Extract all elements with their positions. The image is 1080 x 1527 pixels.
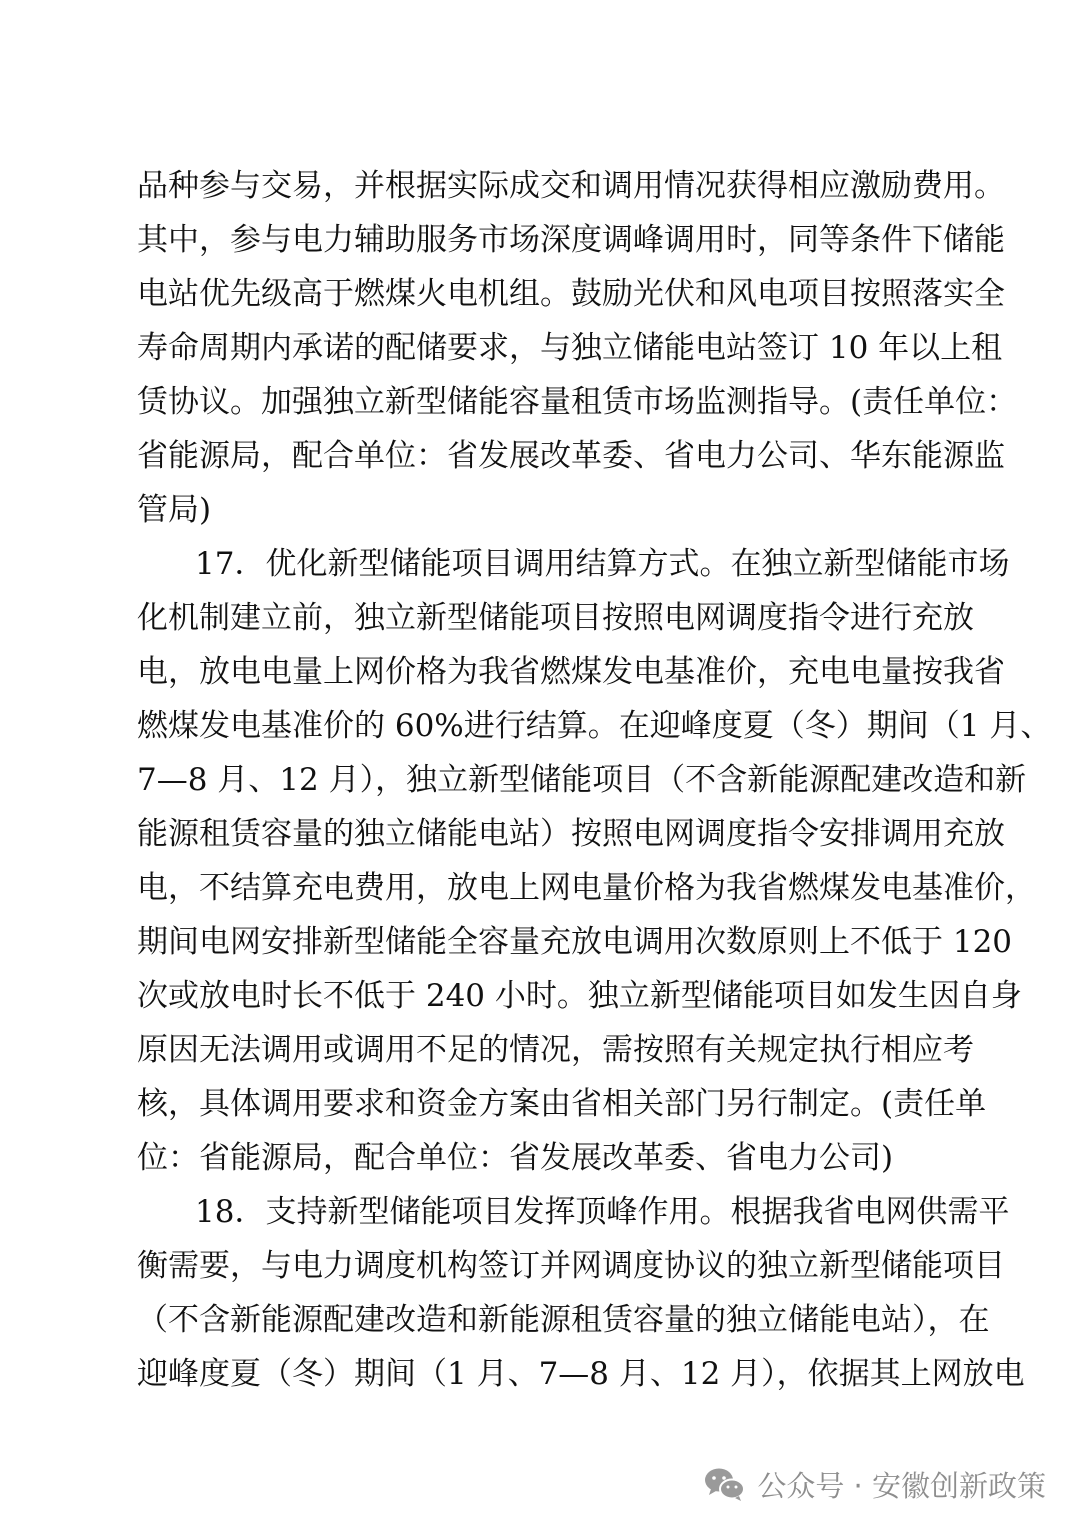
watermark-text: 公众号 · 安徽创新政策 (757, 1468, 1046, 1503)
paragraph-1-line-7: 管局) (137, 492, 212, 528)
paragraph-2-line-5: 7—8 月、12 月），独立新型储能项目（不含新能源配建改造和新 (137, 762, 1027, 798)
paragraph-2-line-2: 化机制建立前，独立新型储能项目按照电网调度指令进行充放 (137, 600, 974, 636)
paragraph-3-line-3: （不含新能源配建改造和新能源租赁容量的独立储能电站），在 (137, 1302, 990, 1338)
paragraph-2-line-1: 17．优化新型储能项目调用结算方式。在独立新型储能市场 (195, 546, 1010, 582)
wechat-icon (703, 1464, 747, 1504)
paragraph-2-line-11: 核，具体调用要求和资金方案由省相关部门另行制定。(责任单 (137, 1086, 987, 1122)
paragraph-1-line-2: 其中，参与电力辅助服务市场深度调峰调用时，同等条件下储能 (137, 222, 1005, 258)
paragraph-1-line-3: 电站优先级高于燃煤火电机组。鼓励光伏和风电项目按照落实全 (137, 276, 1005, 312)
paragraph-1-line-5: 赁协议。加强独立新型储能容量租赁市场监测指导。(责任单位： (137, 384, 1018, 420)
paragraph-2-line-12: 位：省能源局，配合单位：省发展改革委、省电力公司) (137, 1140, 894, 1176)
paragraph-1-line-6: 省能源局，配合单位：省发展改革委、省电力公司、华东能源监 (137, 438, 1005, 474)
paragraph-2-line-10: 原因无法调用或调用不足的情况，需按照有关规定执行相应考 (137, 1032, 974, 1068)
paragraph-3-line-2: 衡需要，与电力调度机构签订并网调度协议的独立新型储能项目 (137, 1248, 1005, 1284)
paragraph-2-line-9: 次或放电时长不低于 240 小时。独立新型储能项目如发生因自身 (137, 978, 1022, 1014)
paragraph-2-line-6: 能源租赁容量的独立储能电站）按照电网调度指令安排调用充放 (137, 816, 1005, 852)
watermark (703, 1458, 1046, 1510)
paragraph-2-line-4: 燃煤发电基准价的 60%进行结算。在迎峰度夏（冬）期间（1 月、 (137, 708, 1052, 744)
paragraph-2-line-3: 电，放电电量上网价格为我省燃煤发电基准价，充电电量按我省 (137, 654, 1005, 690)
paragraph-3-line-4: 迎峰度夏（冬）期间（1 月、7—8 月、12 月），依据其上网放电 (137, 1356, 1025, 1392)
paragraph-2-line-7: 电，不结算充电费用，放电上网电量价格为我省燃煤发电基准价， (137, 870, 1036, 906)
paragraph-2-line-8: 期间电网安排新型储能全容量充放电调用次数原则上不低于 120 (137, 924, 1013, 960)
paragraph-1-line-1: 品种参与交易，并根据实际成交和调用情况获得相应激励费用。 (137, 168, 1005, 204)
paragraph-1-line-4: 寿命周期内承诺的配储要求，与独立储能电站签订 10 年以上租 (137, 330, 1003, 366)
paragraph-3-line-1: 18．支持新型储能项目发挥顶峰作用。根据我省电网供需平 (195, 1194, 1010, 1230)
